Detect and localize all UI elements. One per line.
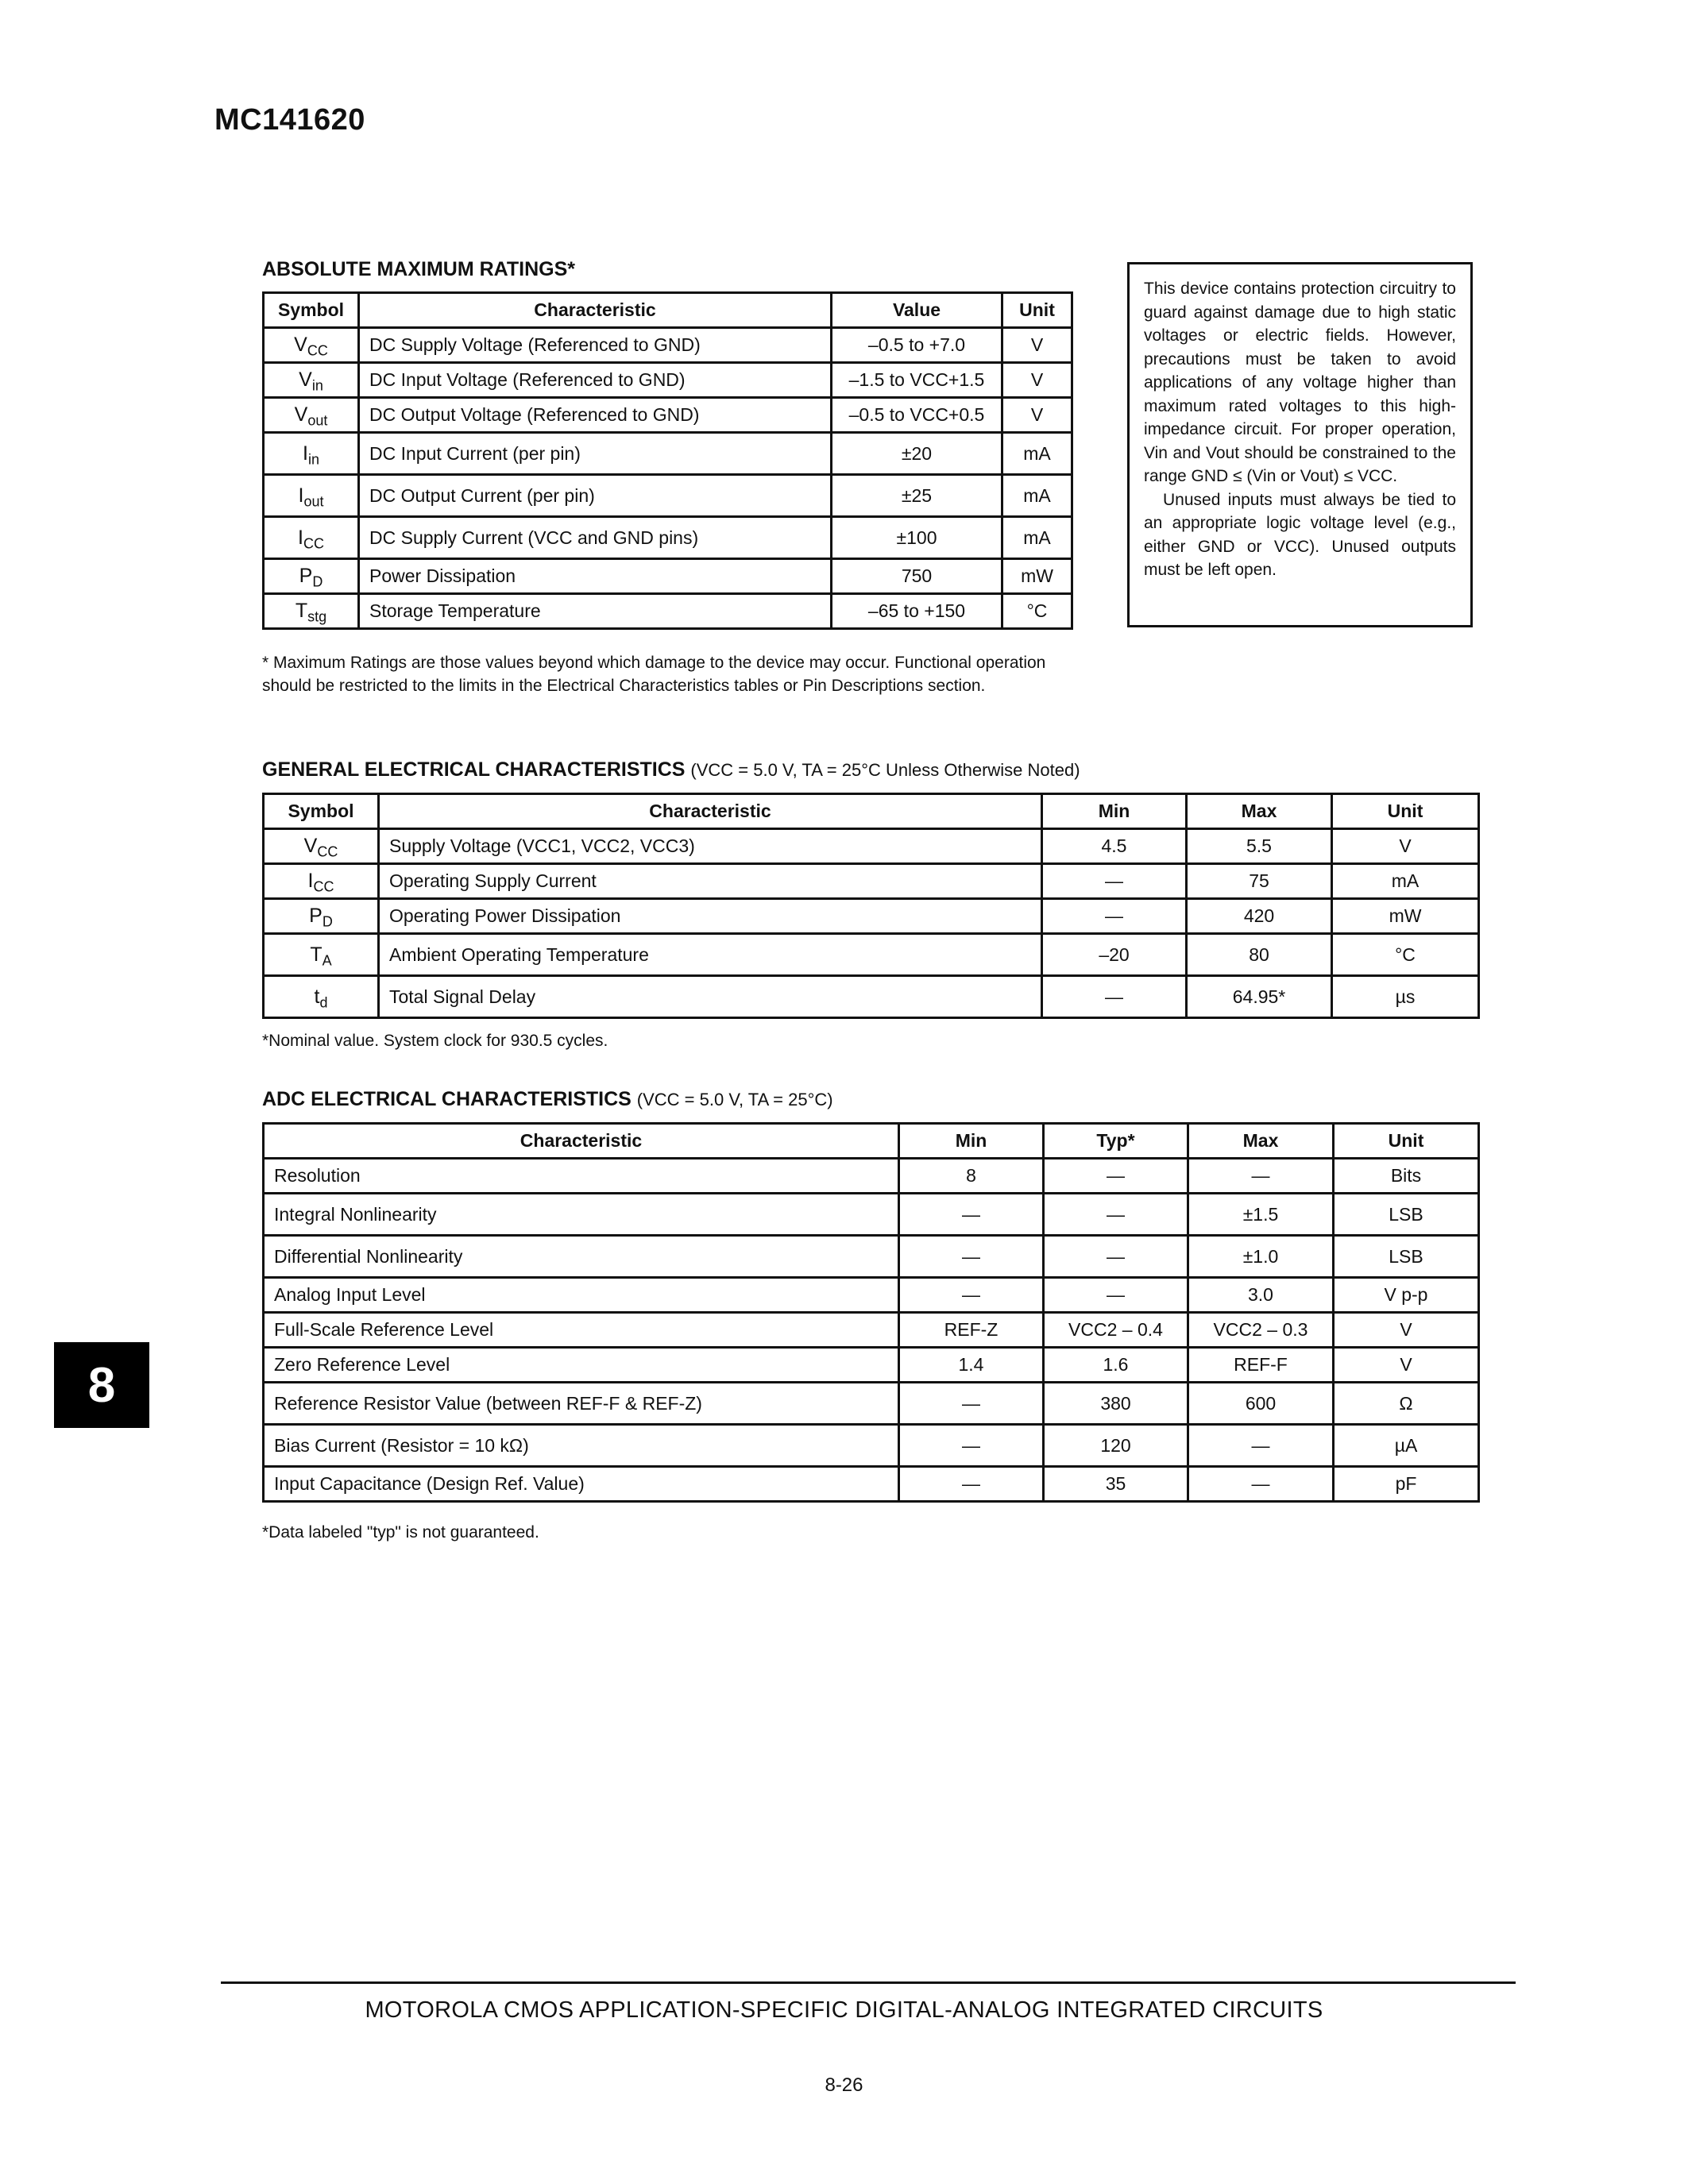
- characteristic-cell: Power Dissipation: [359, 559, 832, 594]
- table-row: [264, 1467, 1479, 1502]
- max-cell: 64.95*: [1187, 976, 1332, 1018]
- max-cell: REF-F: [1188, 1348, 1334, 1383]
- col-header: Max: [1188, 1124, 1334, 1159]
- table-row: [264, 559, 1072, 594]
- unit-cell: LSB: [1334, 1194, 1479, 1236]
- max-cell: ±1.0: [1188, 1236, 1334, 1278]
- value-cell: 750: [832, 559, 1002, 594]
- max-cell: 600: [1188, 1383, 1334, 1425]
- unit-cell: V: [1334, 1313, 1479, 1348]
- min-cell: —: [1042, 899, 1187, 934]
- table-row: [264, 398, 1072, 433]
- symbol-cell: $I_{CC}$: [264, 864, 379, 899]
- characteristic-cell: Resolution: [264, 1159, 899, 1194]
- max-cell: 80: [1187, 934, 1332, 976]
- min-cell: —: [1042, 864, 1187, 899]
- unit-cell: mA: [1002, 517, 1072, 559]
- unit-cell: µA: [1334, 1425, 1479, 1467]
- adc-title-text: ADC ELECTRICAL CHARACTERISTICS: [262, 1088, 632, 1110]
- page-number: 8-26: [825, 2074, 863, 2096]
- section-tab-marker: 8: [54, 1342, 149, 1428]
- table-row: [264, 934, 1479, 976]
- typ-cell: —: [1044, 1194, 1188, 1236]
- max-cell: 3.0: [1188, 1278, 1334, 1313]
- characteristic-cell: DC Output Voltage (Referenced to GND): [359, 398, 832, 433]
- col-header: Min: [1042, 794, 1187, 829]
- general-conditions: (VCC = 5.0 V, TA = 25°C Unless Otherwise Noted): [690, 760, 1080, 780]
- col-header: Symbol: [264, 293, 359, 328]
- col-header: Typ*: [1044, 1124, 1188, 1159]
- footer-rule: [221, 1981, 1516, 1984]
- table-header-row: [264, 1124, 1479, 1159]
- max-cell: —: [1188, 1425, 1334, 1467]
- general-table: [262, 793, 1480, 1019]
- unit-cell: LSB: [1334, 1236, 1479, 1278]
- unit-cell: V: [1002, 328, 1072, 363]
- value-cell: ±100: [832, 517, 1002, 559]
- unit-cell: V p-p: [1334, 1278, 1479, 1313]
- characteristic-cell: Ambient Operating Temperature: [379, 934, 1042, 976]
- min-cell: —: [899, 1383, 1044, 1425]
- table-row: [264, 1159, 1479, 1194]
- characteristic-cell: Supply Voltage (VCC1, VCC2, VCC3): [379, 829, 1042, 864]
- col-header: Max: [1187, 794, 1332, 829]
- col-header: Unit: [1332, 794, 1479, 829]
- unit-cell: µs: [1332, 976, 1479, 1018]
- adc-title: [262, 1088, 833, 1111]
- typ-cell: —: [1044, 1278, 1188, 1313]
- min-cell: 4.5: [1042, 829, 1187, 864]
- characteristic-cell: Operating Supply Current: [379, 864, 1042, 899]
- min-cell: —: [899, 1425, 1044, 1467]
- unit-cell: Ω: [1334, 1383, 1479, 1425]
- table-row: [264, 829, 1479, 864]
- unit-cell: mA: [1002, 433, 1072, 475]
- unit-cell: °C: [1002, 594, 1072, 629]
- min-cell: 1.4: [899, 1348, 1044, 1383]
- value-cell: –1.5 to VCC+1.5: [832, 363, 1002, 398]
- col-header: Symbol: [264, 794, 379, 829]
- unit-cell: mA: [1332, 864, 1479, 899]
- max-cell: VCC2 – 0.3: [1188, 1313, 1334, 1348]
- characteristic-cell: DC Supply Voltage (Referenced to GND): [359, 328, 832, 363]
- symbol-cell: $V_{in}$: [264, 363, 359, 398]
- table-row: [264, 1236, 1479, 1278]
- max-cell: 420: [1187, 899, 1332, 934]
- characteristic-cell: DC Input Current (per pin): [359, 433, 832, 475]
- symbol-cell: $I_{out}$: [264, 475, 359, 517]
- symbol-cell: $T_A$: [264, 934, 379, 976]
- col-header: Characteristic: [264, 1124, 899, 1159]
- typ-cell: 380: [1044, 1383, 1188, 1425]
- symbol-cell: $P_D$: [264, 899, 379, 934]
- characteristic-cell: DC Input Voltage (Referenced to GND): [359, 363, 832, 398]
- max-cell: —: [1188, 1467, 1334, 1502]
- table-row: [264, 1383, 1479, 1425]
- unit-cell: °C: [1332, 934, 1479, 976]
- col-header: Min: [899, 1124, 1044, 1159]
- typ-cell: —: [1044, 1236, 1188, 1278]
- min-cell: REF-Z: [899, 1313, 1044, 1348]
- value-cell: ±20: [832, 433, 1002, 475]
- table-row: [264, 899, 1479, 934]
- min-cell: –20: [1042, 934, 1187, 976]
- symbol-cell: $P_D$: [264, 559, 359, 594]
- abs-max-title: ABSOLUTE MAXIMUM RATINGS*: [262, 258, 575, 280]
- unit-cell: V: [1332, 829, 1479, 864]
- typ-cell: 120: [1044, 1425, 1188, 1467]
- value-cell: ±25: [832, 475, 1002, 517]
- characteristic-cell: Integral Nonlinearity: [264, 1194, 899, 1236]
- value-cell: –0.5 to +7.0: [832, 328, 1002, 363]
- adc-table: [262, 1122, 1480, 1503]
- value-cell: –65 to +150: [832, 594, 1002, 629]
- min-cell: —: [1042, 976, 1187, 1018]
- table-header-row: [264, 293, 1072, 328]
- characteristic-cell: Zero Reference Level: [264, 1348, 899, 1383]
- abs-max-table: [262, 291, 1073, 630]
- characteristic-cell: Input Capacitance (Design Ref. Value): [264, 1467, 899, 1502]
- symbol-cell: $t_d$: [264, 976, 379, 1018]
- typ-cell: 1.6: [1044, 1348, 1188, 1383]
- table-row: [264, 517, 1072, 559]
- table-row: [264, 594, 1072, 629]
- characteristic-cell: DC Supply Current (VCC and GND pins): [359, 517, 832, 559]
- table-row: [264, 1348, 1479, 1383]
- characteristic-cell: Full-Scale Reference Level: [264, 1313, 899, 1348]
- unit-cell: mW: [1002, 559, 1072, 594]
- typ-cell: VCC2 – 0.4: [1044, 1313, 1188, 1348]
- footer-text: MOTOROLA CMOS APPLICATION-SPECIFIC DIGITAL-ANALOG INTEGRATED CIRCUITS: [365, 1997, 1323, 2023]
- unit-cell: mW: [1332, 899, 1479, 934]
- table-row: [264, 1313, 1479, 1348]
- table-row: [264, 328, 1072, 363]
- abs-max-footnote: * Maximum Ratings are those values beyond which damage to the device may occur. Functional operation should be restricted to the limits in the Electrical Characteristics tables or Pin Descriptions section.: [262, 654, 1046, 695]
- characteristic-cell: Operating Power Dissipation: [379, 899, 1042, 934]
- table-row: [264, 1425, 1479, 1467]
- general-title-text: GENERAL ELECTRICAL CHARACTERISTICS: [262, 758, 686, 781]
- characteristic-cell: Differential Nonlinearity: [264, 1236, 899, 1278]
- col-header: Characteristic: [359, 293, 832, 328]
- characteristic-cell: Bias Current (Resistor = 10 kΩ): [264, 1425, 899, 1467]
- general-title: [262, 758, 1080, 781]
- typ-cell: 35: [1044, 1467, 1188, 1502]
- characteristic-cell: Total Signal Delay: [379, 976, 1042, 1018]
- min-cell: 8: [899, 1159, 1044, 1194]
- characteristic-cell: DC Output Current (per pin): [359, 475, 832, 517]
- symbol-cell: $V_{out}$: [264, 398, 359, 433]
- general-footnote: *Nominal value. System clock for 930.5 cycles.: [262, 1032, 608, 1050]
- unit-cell: V: [1334, 1348, 1479, 1383]
- table-header-row: [264, 794, 1479, 829]
- unit-cell: pF: [1334, 1467, 1479, 1502]
- protection-note-box: [1127, 262, 1473, 627]
- part-number: MC141620: [214, 103, 365, 137]
- symbol-cell: $T_{stg}$: [264, 594, 359, 629]
- symbol-cell: $V_{CC}$: [264, 328, 359, 363]
- col-header: Unit: [1002, 293, 1072, 328]
- table-row: [264, 433, 1072, 475]
- min-cell: —: [899, 1194, 1044, 1236]
- max-cell: 5.5: [1187, 829, 1332, 864]
- max-cell: 75: [1187, 864, 1332, 899]
- col-header: Characteristic: [379, 794, 1042, 829]
- value-cell: –0.5 to VCC+0.5: [832, 398, 1002, 433]
- table-row: [264, 864, 1479, 899]
- adc-footnote: *Data labeled "typ" is not guaranteed.: [262, 1523, 539, 1542]
- table-row: [264, 1278, 1479, 1313]
- typ-cell: —: [1044, 1159, 1188, 1194]
- max-cell: —: [1188, 1159, 1334, 1194]
- min-cell: —: [899, 1236, 1044, 1278]
- table-row: [264, 976, 1479, 1018]
- note-paragraph: This device contains protection circuitry to guard against damage due to high static voltages or electric fields. However, precautions must be taken to avoid applications of any voltage higher than maximum rated voltages to this high-impedance circuit. For proper operation, Vin and Vout should be constrained to the range GND ≤ (Vin or Vout) ≤ VCC.: [1144, 280, 1456, 485]
- characteristic-cell: Storage Temperature: [359, 594, 832, 629]
- characteristic-cell: Reference Resistor Value (between REF-F & REF-Z): [264, 1383, 899, 1425]
- symbol-cell: $V_{CC}$: [264, 829, 379, 864]
- table-row: [264, 363, 1072, 398]
- unit-cell: V: [1002, 398, 1072, 433]
- adc-conditions: (VCC = 5.0 V, TA = 25°C): [636, 1090, 833, 1109]
- min-cell: —: [899, 1467, 1044, 1502]
- table-row: [264, 475, 1072, 517]
- unit-cell: V: [1002, 363, 1072, 398]
- symbol-cell: $I_{in}$: [264, 433, 359, 475]
- max-cell: ±1.5: [1188, 1194, 1334, 1236]
- symbol-cell: $I_{CC}$: [264, 517, 359, 559]
- min-cell: —: [899, 1278, 1044, 1313]
- note-paragraph: Unused inputs must always be tied to an appropriate logic voltage level (e.g., either GND or VCC). Unused outputs must be left open.: [1144, 490, 1456, 579]
- unit-cell: Bits: [1334, 1159, 1479, 1194]
- unit-cell: mA: [1002, 475, 1072, 517]
- col-header: Value: [832, 293, 1002, 328]
- table-row: [264, 1194, 1479, 1236]
- characteristic-cell: Analog Input Level: [264, 1278, 899, 1313]
- col-header: Unit: [1334, 1124, 1479, 1159]
